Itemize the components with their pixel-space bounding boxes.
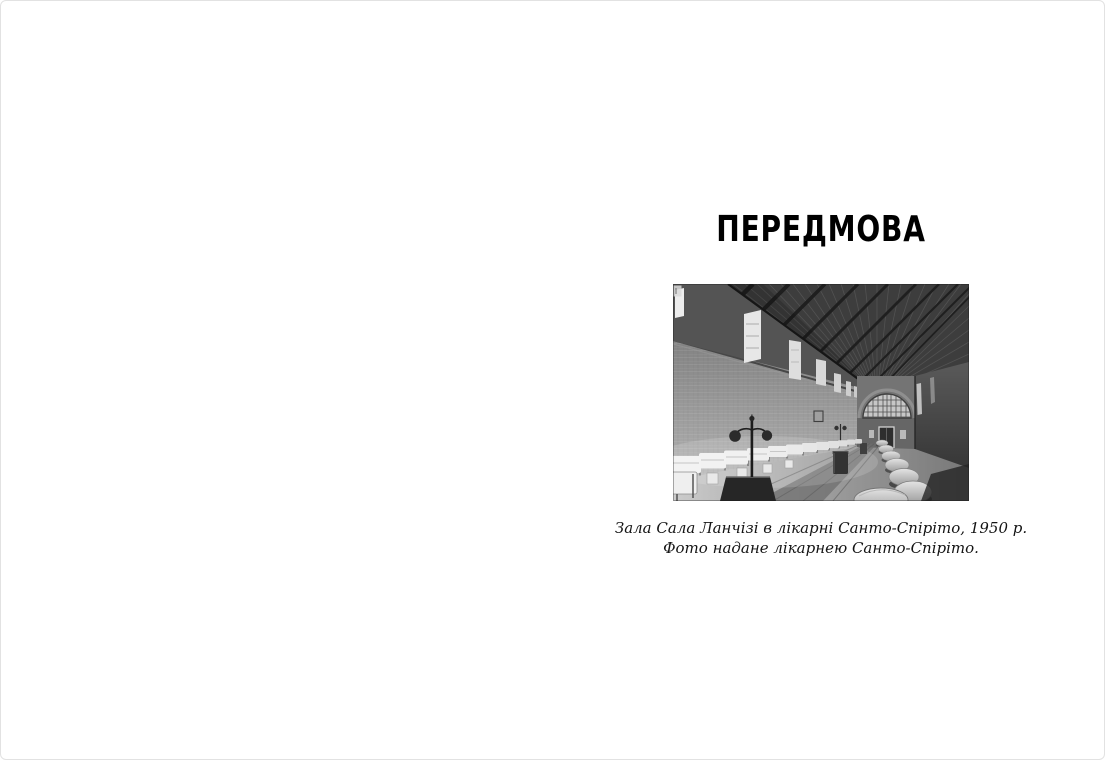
hospital-ward-photo-svg: [673, 284, 969, 501]
figure-caption: [611, 518, 1031, 558]
chapter-title: ПЕРЕДМОВА: [716, 209, 926, 250]
caption-line-2: Фото надане лікарнею Санто-Спіріто.: [663, 539, 979, 557]
caption-line-1: Зала Сала Ланчізі в лікарні Санто-Спіріто, 1950 р.: [614, 519, 1028, 537]
hospital-ward-photo: [673, 284, 969, 501]
